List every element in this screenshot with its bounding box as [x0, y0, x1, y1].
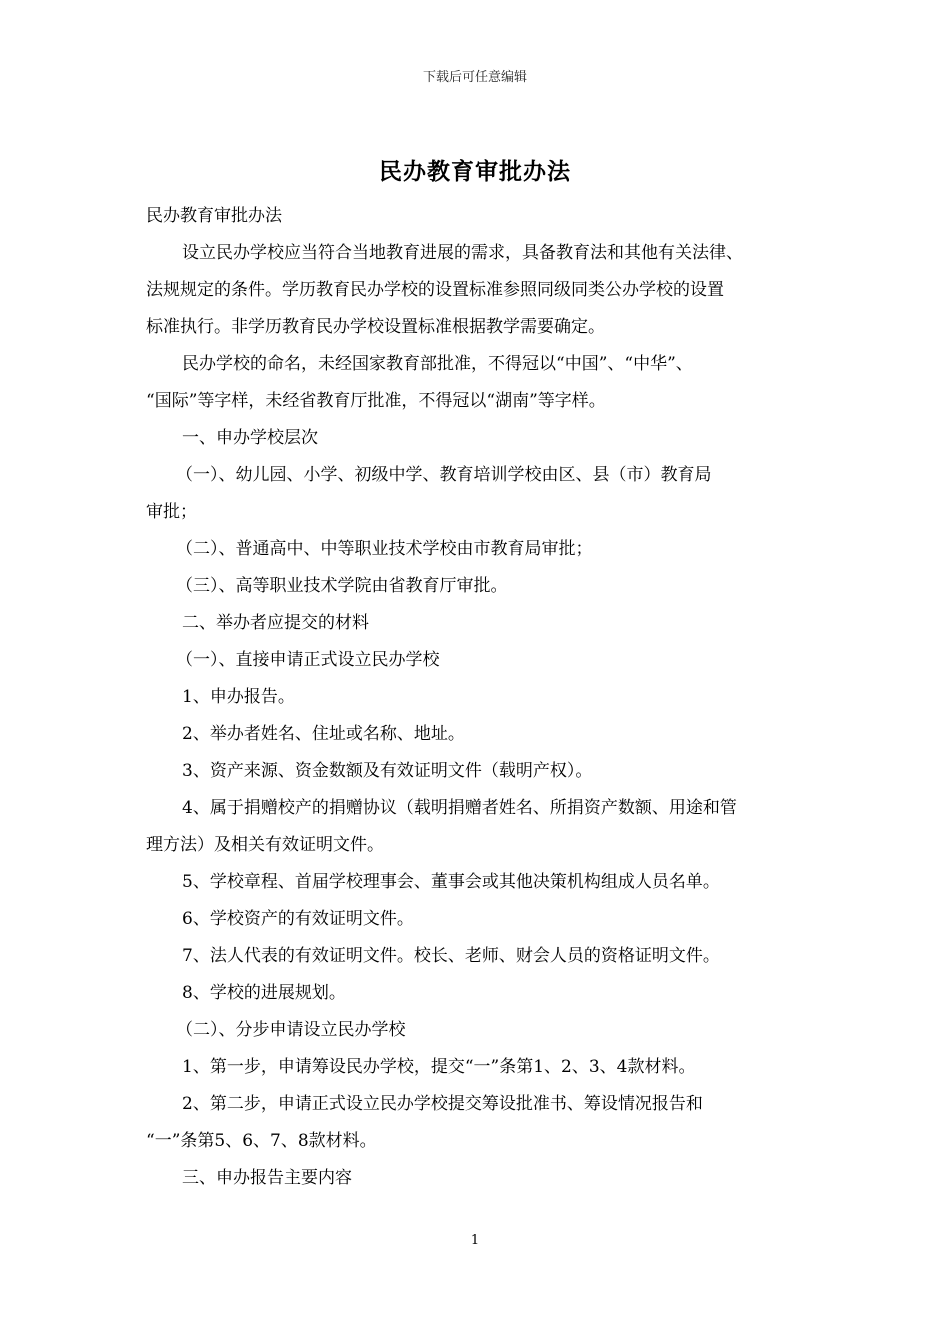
- text-line: 5、学校章程、首届学校理事会、董事会或其他决策机构组成人员名单。: [182, 872, 720, 892]
- document-title: 民办教育审批办法: [379, 158, 571, 185]
- text-line: （三）、高等职业技术学院由省教育厅审批。: [176, 576, 508, 596]
- text-line: 8、学校的进展规划。: [182, 983, 346, 1003]
- text-line: 民办教育审批办法: [146, 206, 282, 226]
- text-line: （一）、幼儿园、小学、初级中学、教育培训学校由区、县（市）教育局: [176, 465, 712, 485]
- text-line: 三、申办报告主要内容: [182, 1168, 352, 1188]
- text-line: “一”条第5、6、7、8款材料。: [146, 1131, 377, 1151]
- text-line: 1、申办报告。: [182, 687, 295, 707]
- text-line: （一）、直接申请正式设立民办学校: [176, 650, 440, 670]
- text-line: 理方法）及相关有效证明文件。: [146, 835, 384, 855]
- text-line: 7、法人代表的有效证明文件。校长、老师、财会人员的资格证明文件。: [182, 946, 720, 966]
- text-line: 一、申办学校层次: [182, 428, 318, 448]
- page-header: 下载后可任意编辑: [422, 70, 527, 85]
- page-number: 1: [470, 1233, 480, 1248]
- text-line: （二）、分步申请设立民办学校: [176, 1020, 406, 1040]
- text-line: 1、第一步，申请筹设民办学校，提交“一”条第1、2、3、4款材料。: [182, 1057, 696, 1077]
- text-line: “国际”等字样，未经省教育厅批准，不得冠以“湖南”等字样。: [146, 391, 606, 411]
- document-body: [146, 198, 816, 1197]
- text-line: 设立民办学校应当符合当地教育进展的需求，具备教育法和其他有关法律、: [182, 243, 743, 263]
- text-line: 民办学校的命名，未经国家教育部批准，不得冠以“中国”、“中华”、: [182, 354, 693, 374]
- text-line: 审批；: [146, 502, 197, 522]
- text-line: 标准执行。非学历教育民办学校设置标准根据教学需要确定。: [146, 317, 605, 337]
- text-line: 法规规定的条件。学历教育民办学校的设置标准参照同级同类公办学校的设置: [146, 280, 724, 300]
- text-line: （二）、普通高中、中等职业技术学校由市教育局审批；: [176, 539, 593, 559]
- text-line: 6、学校资产的有效证明文件。: [182, 909, 414, 929]
- text-line: 2、第二步，申请正式设立民办学校提交筹设批准书、筹设情况报告和: [182, 1094, 703, 1114]
- text-line: 3、资产来源、资金数额及有效证明文件（载明产权）。: [182, 761, 593, 781]
- text-line: 2、举办者姓名、住址或名称、地址。: [182, 724, 465, 744]
- text-line: 二、举办者应提交的材料: [182, 613, 369, 633]
- text-line: 4、属于捐赠校产的捐赠协议（载明捐赠者姓名、所捐资产数额、用途和管: [182, 798, 737, 818]
